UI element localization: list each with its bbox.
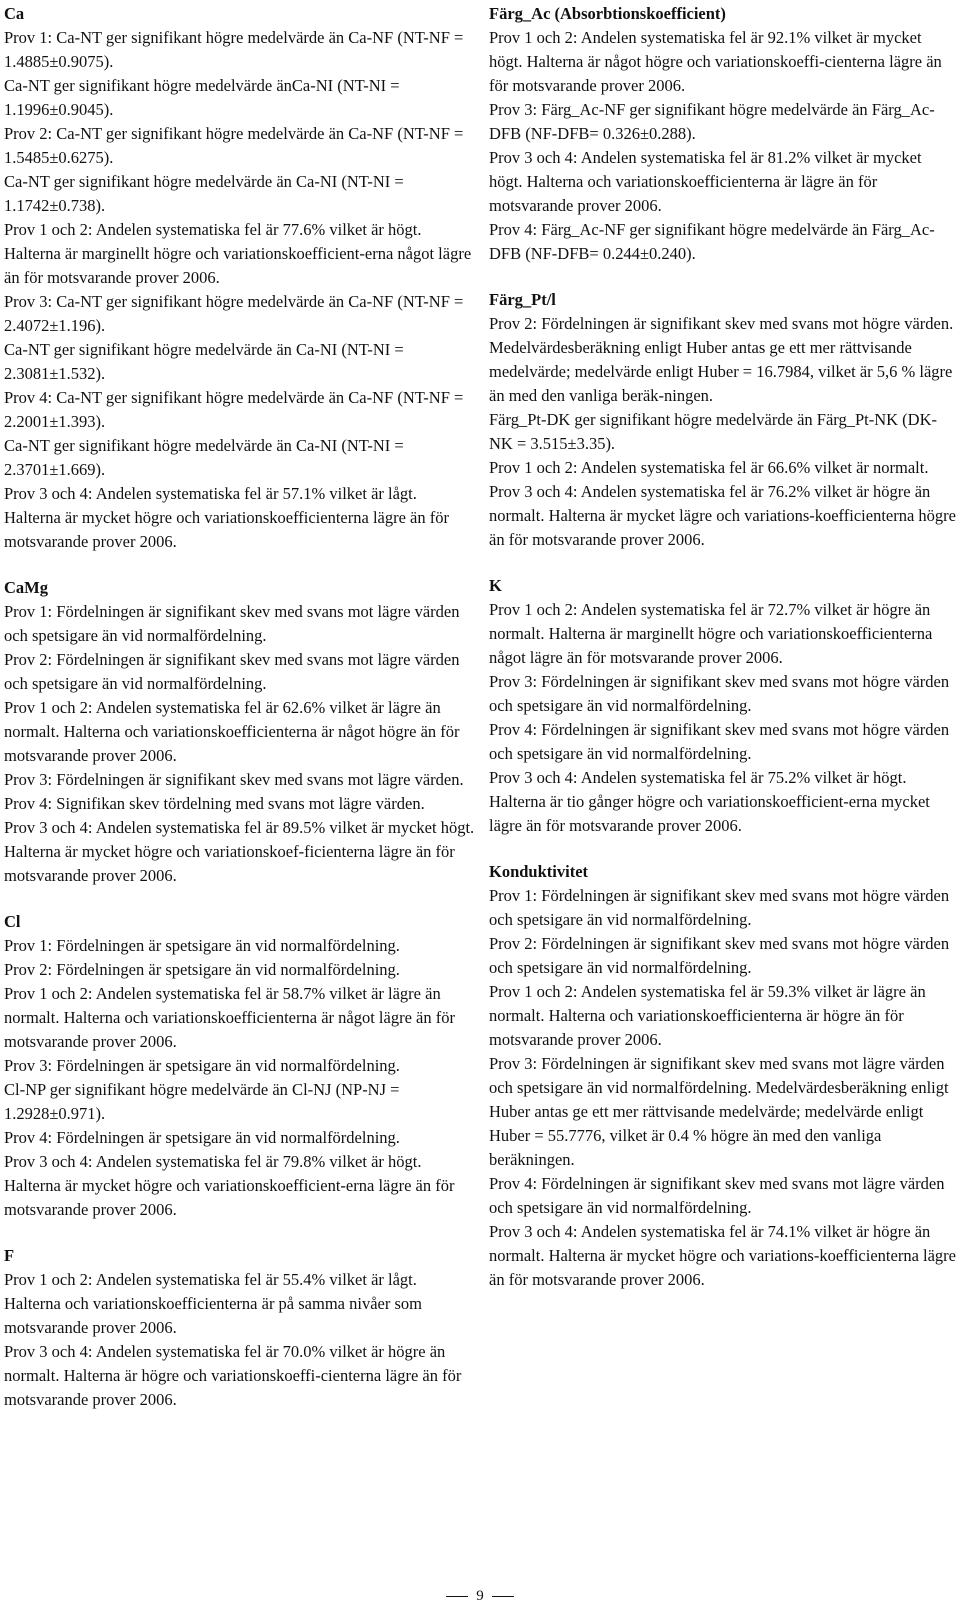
paragraph [489, 1052, 956, 1172]
paragraph [489, 408, 956, 456]
sample-label: Prov 3: [4, 292, 53, 311]
section-färg-pt-l [489, 288, 956, 552]
sample-label: Prov 3 och 4: [4, 818, 93, 837]
paragraph-text: Fördelningen är signifikant skev med svans mot högre värden. Medelvärdesberäkning enligt Huber antas ge ett mer rättvisande medelvärde; medelvärde enligt Huber = 16.7984, vilket är 5,6 % lägre än med den vanliga beräk-ningen. [489, 314, 954, 405]
sample-label: Prov 4: [4, 388, 53, 407]
sample-label: Prov 3: [489, 672, 538, 691]
section-heading: Färg_Ac (Absorbtionskoefficient) [489, 4, 726, 23]
paragraph [4, 434, 476, 482]
paragraph [4, 218, 476, 290]
sample-label: Prov 3: [4, 770, 53, 789]
sample-label: Prov 3: [4, 1056, 53, 1075]
paragraph-text: Andelen systematiska fel är 92.1% vilket är mycket högt. Halterna är något högre och variationskoeffi-cienterna lägre än för motsvarande prover 2006. [489, 28, 942, 95]
sample-label: Prov 2: [4, 960, 53, 979]
paragraph-text: Ca-NT ger signifikant högre medelvärde än Ca-NI (NT-NI = 1.1742±0.738). [4, 172, 404, 215]
paragraph-text: Fördelningen är signifikant skev med svans mot lägre värden och spetsigare än vid normalfördelning. [489, 1174, 945, 1217]
paragraph-text: Fördelningen är signifikant skev med svans mot högre värden och spetsigare än vid normalfördelning. [489, 886, 950, 929]
paragraph [4, 170, 476, 218]
section-heading: F [4, 1246, 15, 1265]
sample-label: Prov 3 och 4: [4, 1342, 93, 1361]
sample-label: Prov 4: [4, 794, 53, 813]
left-column [4, 2, 476, 1434]
sample-label: Prov 3 och 4: [489, 148, 578, 167]
paragraph-text: Signifikan skev tördelning med svans mot lägre värden. [56, 794, 425, 813]
paragraph [4, 1268, 476, 1340]
sample-label: Prov 1 och 2: [4, 698, 93, 717]
paragraph [4, 122, 476, 170]
paragraph-text: Andelen systematiska fel är 70.0% vilket är högre än normalt. Halterna är högre och variationskoeffi-cienterna lägre än för motsvarande prover 2006. [4, 1342, 462, 1409]
paragraph-text: Fördelningen är spetsigare än vid normalfördelning. [56, 1128, 400, 1147]
sample-label: Prov 1 och 2: [4, 984, 93, 1003]
paragraph-text: Ca-NT ger signifikant högre medelvärde än Ca-NF (NT-NF = 1.5485±0.6275). [4, 124, 464, 167]
paragraph [489, 980, 956, 1052]
sample-label: Prov 1 och 2: [4, 220, 93, 239]
paragraph [489, 218, 956, 266]
paragraph-text: Andelen systematiska fel är 77.6% vilket är högt. Halterna är marginellt högre och variationskoefficient-erna något lägre än för motsvarande prover 2006. [4, 220, 472, 287]
paragraph-text: Fördelningen är spetsigare än vid normalfördelning. [56, 936, 400, 955]
right-column [489, 2, 956, 1314]
sample-label: Prov 3 och 4: [4, 484, 93, 503]
paragraph [4, 934, 476, 958]
paragraph [489, 98, 956, 146]
paragraph [4, 74, 476, 122]
paragraph-text: Fördelningen är signifikant skev med svans mot lägre värden och spetsigare än vid normalfördelning. [4, 650, 460, 693]
paragraph-text: Andelen systematiska fel är 89.5% vilket är mycket högt. Halterna är mycket högre och variationskoef-ficienterna lägre än för motsvarande prover 2006. [4, 818, 475, 885]
paragraph-text: Fördelningen är signifikant skev med svans mot högre värden och spetsigare än vid normalfördelning. [489, 720, 950, 763]
paragraph [4, 648, 476, 696]
sample-label: Prov 1: [489, 886, 538, 905]
sample-label: Prov 4: [4, 1128, 53, 1147]
section-heading: Konduktivitet [489, 862, 589, 881]
sample-label: Prov 3: [489, 100, 538, 119]
paragraph-text: Andelen systematiska fel är 74.1% vilket är högre än normalt. Halterna är mycket högre och variations-koefficienterna lägre än för motsvarande prover 2006. [489, 1222, 956, 1289]
paragraph-text: Andelen systematiska fel är 66.6% vilket är normalt. [580, 458, 929, 477]
paragraph-text: Andelen systematiska fel är 75.2% vilket är högt. Halterna är tio gånger högre och variationskoefficient-erna mycket lägre än för motsvarande prover 2006. [489, 768, 930, 835]
paragraph [4, 816, 476, 888]
section-heading: K [489, 576, 502, 595]
paragraph [4, 290, 476, 338]
paragraph-text: Andelen systematiska fel är 72.7% vilket är högre än normalt. Halterna är marginellt högre och variationskoefficienterna något lägre än för motsvarande prover 2006. [489, 600, 933, 667]
sample-label: Prov 4: [489, 220, 538, 239]
paragraph [489, 884, 956, 932]
paragraph [4, 1078, 476, 1126]
sample-label: Prov 3 och 4: [489, 482, 578, 501]
paragraph [489, 1220, 956, 1292]
section-färg-ac [489, 2, 956, 266]
paragraph-text: Andelen systematiska fel är 59.3% vilket är lägre än normalt. Halterna och variationskoefficienterna är högre än för motsvarande prover 2006. [489, 982, 926, 1049]
sample-label: Prov 1 och 2: [489, 458, 578, 477]
section-cl [4, 910, 476, 1222]
sample-label: Prov 4: [489, 1174, 538, 1193]
sample-label: Prov 2: [4, 650, 53, 669]
sample-label: Prov 3 och 4: [489, 1222, 578, 1241]
paragraph [4, 1150, 476, 1222]
paragraph-text: Färg_Pt-DK ger signifikant högre medelvärde än Färg_Pt-NK (DK-NK = 3.515±3.35). [489, 410, 938, 453]
sample-label: Prov 2: [489, 314, 538, 333]
paragraph [489, 932, 956, 980]
paragraph [489, 670, 956, 718]
paragraph-text: Ca-NT ger signifikant högre medelvärde än Ca-NF (NT-NF = 1.4885±0.9075). [4, 28, 464, 71]
paragraph [4, 768, 476, 792]
paragraph-text: Andelen systematiska fel är 57.1% vilket är lågt. Halterna är mycket högre och variationskoefficienterna lägre än för motsvarande prover 2006. [4, 484, 449, 551]
section-k [489, 574, 956, 838]
paragraph-text: Andelen systematiska fel är 55.4% vilket är lågt. Halterna och variationskoefficienterna är på samma nivåer som motsvarande prover 2006. [4, 1270, 422, 1337]
paragraph [4, 982, 476, 1054]
section-heading: Cl [4, 912, 21, 931]
section-konduktivitet [489, 860, 956, 1292]
paragraph [4, 482, 476, 554]
paragraph-text: Andelen systematiska fel är 62.6% vilket är lägre än normalt. Halterna och variationskoefficienterna är något högre än för motsvarande prover 2006. [4, 698, 460, 765]
paragraph [4, 792, 476, 816]
sample-label: Prov 2: [4, 124, 53, 143]
sample-label: Prov 1 och 2: [489, 28, 578, 47]
sample-label: Prov 3: [489, 1054, 538, 1073]
paragraph [4, 696, 476, 768]
paragraph-text: Cl-NP ger signifikant högre medelvärde än Cl-NJ (NP-NJ = 1.2928±0.971). [4, 1080, 400, 1123]
section-ca [4, 2, 476, 554]
paragraph [4, 26, 476, 74]
section-heading: Färg_Pt/l [489, 290, 556, 309]
paragraph [4, 600, 476, 648]
section-heading: Ca [4, 4, 25, 23]
sample-label: Prov 4: [489, 720, 538, 739]
paragraph-text: Färg_Ac-NF ger signifikant högre medelvärde än Färg_Ac-DFB (NF-DFB= 0.326±0.288). [489, 100, 935, 143]
paragraph [489, 146, 956, 218]
paragraph [489, 718, 956, 766]
footer-dash-left [446, 1596, 468, 1597]
paragraph-text: Ca-NT ger signifikant högre medelvärde än Ca-NF (NT-NF = 2.2001±1.393). [4, 388, 464, 431]
section-heading: CaMg [4, 578, 48, 597]
paragraph-text: Ca-NT ger signifikant högre medelvärde änCa-NI (NT-NI = 1.1996±0.9045). [4, 76, 400, 119]
paragraph-text: Fördelningen är signifikant skev med svans mot högre värden och spetsigare än vid normalfördelning. [489, 672, 950, 715]
section-camg [4, 576, 476, 888]
paragraph [4, 338, 476, 386]
section-f [4, 1244, 476, 1412]
sample-label: Prov 1: [4, 28, 53, 47]
paragraph-text: Fördelningen är spetsigare än vid normalfördelning. [56, 1056, 400, 1075]
footer-dash-right [492, 1596, 514, 1597]
paragraph [4, 1340, 476, 1412]
paragraph [4, 1126, 476, 1150]
paragraph-text: Andelen systematiska fel är 81.2% vilket är mycket högt. Halterna och variationskoefficienterna är lägre än för motsvarande prover 2006. [489, 148, 922, 215]
paragraph-text: Fördelningen är signifikant skev med svans mot lägre värden. [56, 770, 464, 789]
paragraph [489, 1172, 956, 1220]
paragraph-text: Färg_Ac-NF ger signifikant högre medelvärde än Färg_Ac-DFB (NF-DFB= 0.244±0.240). [489, 220, 935, 263]
sample-label: Prov 1 och 2: [4, 1270, 93, 1289]
paragraph-text: Ca-NT ger signifikant högre medelvärde än Ca-NI (NT-NI = 2.3701±1.669). [4, 436, 404, 479]
paragraph-text: Andelen systematiska fel är 58.7% vilket är lägre än normalt. Halterna och variationskoefficienterna är något lägre än för motsvarande prover 2006. [4, 984, 455, 1051]
paragraph [489, 312, 956, 408]
paragraph [489, 766, 956, 838]
sample-label: Prov 3 och 4: [489, 768, 578, 787]
paragraph-text: Fördelningen är signifikant skev med svans mot lägre värden och spetsigare än vid normalfördelning. [4, 602, 460, 645]
paragraph-text: Fördelningen är signifikant skev med svans mot högre värden och spetsigare än vid normalfördelning. [489, 934, 950, 977]
paragraph-text: Ca-NT ger signifikant högre medelvärde än Ca-NI (NT-NI = 2.3081±1.532). [4, 340, 404, 383]
sample-label: Prov 3 och 4: [4, 1152, 93, 1171]
paragraph-text: Fördelningen är signifikant skev med svans mot lägre värden och spetsigare än vid normalfördelning. Medelvärdesberäkning enligt Huber antas ge ett mer rättvisande medelvärde; medelvärde enligt Huber = 55.7776, vilket är 0.4 % högre än med den vanliga beräkningen. [489, 1054, 949, 1169]
page-footer [0, 1588, 960, 1604]
paragraph-text: Fördelningen är spetsigare än vid normalfördelning. [56, 960, 400, 979]
paragraph [489, 480, 956, 552]
sample-label: Prov 1 och 2: [489, 600, 578, 619]
paragraph [4, 958, 476, 982]
paragraph-text: Ca-NT ger signifikant högre medelvärde än Ca-NF (NT-NF = 2.4072±1.196). [4, 292, 464, 335]
sample-label: Prov 1: [4, 602, 53, 621]
paragraph [4, 1054, 476, 1078]
paragraph [4, 386, 476, 434]
paragraph [489, 598, 956, 670]
paragraph [489, 456, 956, 480]
page-number: 9 [476, 1587, 484, 1604]
paragraph [489, 26, 956, 98]
sample-label: Prov 1 och 2: [489, 982, 578, 1001]
paragraph-text: Andelen systematiska fel är 79.8% vilket är högt. Halterna är mycket högre och variationskoefficient-erna lägre än för motsvarande prover 2006. [4, 1152, 455, 1219]
sample-label: Prov 1: [4, 936, 53, 955]
paragraph-text: Andelen systematiska fel är 76.2% vilket är högre än normalt. Halterna är mycket lägre och variations-koefficienterna högre än för motsvarande prover 2006. [489, 482, 956, 549]
sample-label: Prov 2: [489, 934, 538, 953]
